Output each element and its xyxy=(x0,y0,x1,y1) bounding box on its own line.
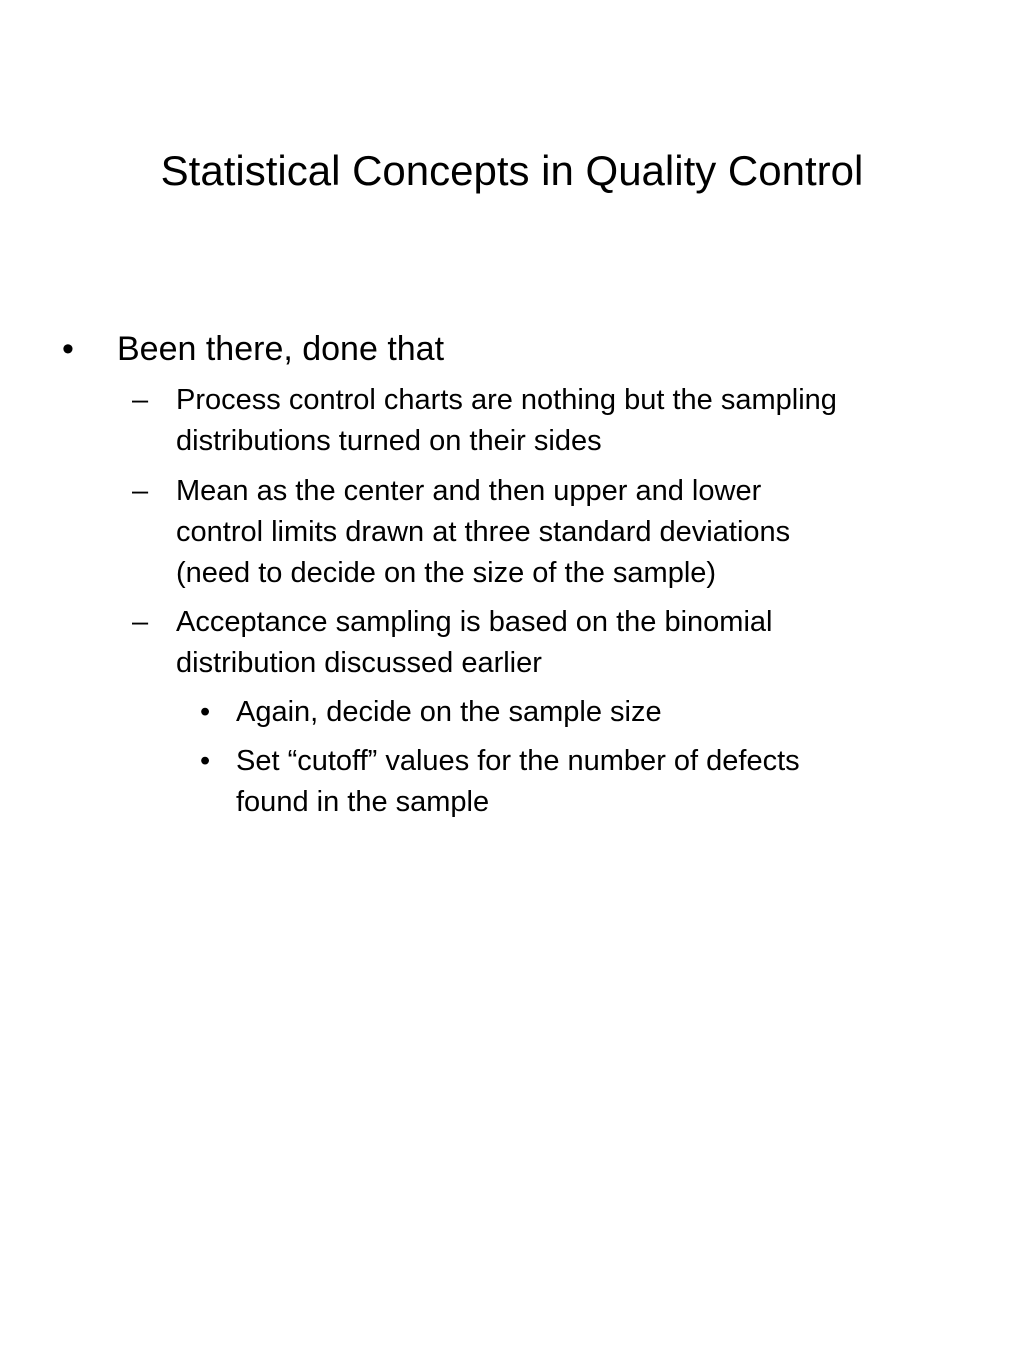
sub-bullet-text xyxy=(176,602,966,684)
sub-bullet-text-line: distribution discussed earlier xyxy=(176,647,542,679)
bullet-dot-icon: • xyxy=(200,696,211,728)
sub-bullet-text-line: Process control charts are nothing but the sampling xyxy=(176,384,837,416)
sub-bullet-text-line: Acceptance sampling is based on the binomial xyxy=(176,606,773,638)
bullet-text xyxy=(117,326,997,373)
bullet-dot-icon: • xyxy=(62,330,74,368)
sub-bullet-text-line: Mean as the center and then upper and lower xyxy=(176,475,762,507)
sub-bullet-text-line: control limits drawn at three standard deviations xyxy=(176,516,791,548)
dash-icon: – xyxy=(132,475,149,507)
sub-sub-bullet-text-line: Set “cutoff” values for the number of defects xyxy=(236,745,800,777)
sub-bullet-text-line: (need to decide on the size of the sample) xyxy=(176,557,717,589)
sub-bullet-text-line: distributions turned on their sides xyxy=(176,425,602,457)
sub-sub-bullet-text xyxy=(236,692,936,733)
dash-icon: – xyxy=(132,384,149,416)
dash-icon: – xyxy=(132,606,149,638)
sub-sub-bullet-text xyxy=(236,741,936,823)
bullet-text-line: Been there, done that xyxy=(117,330,445,368)
sub-sub-bullet-text-line: found in the sample xyxy=(236,786,490,818)
sub-bullet-text xyxy=(176,471,966,594)
slide-title: Statistical Concepts in Quality Control xyxy=(160,147,864,194)
sub-bullet-text xyxy=(176,380,966,462)
sub-sub-bullet-text-line: Again, decide on the sample size xyxy=(236,696,662,728)
bullet-dot-icon: • xyxy=(200,745,211,777)
